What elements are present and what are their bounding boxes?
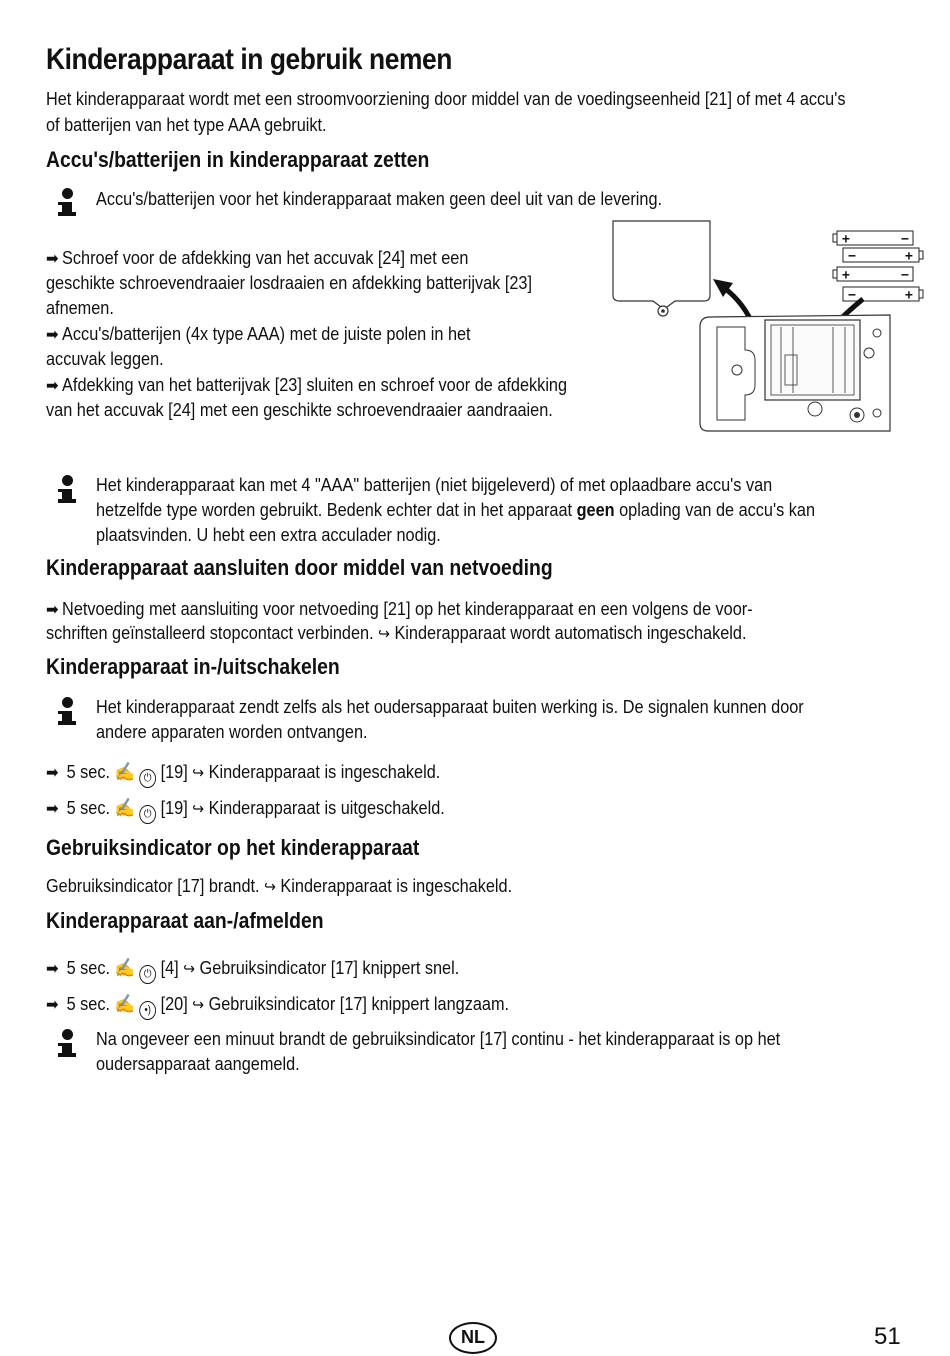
step-line: accuvak leggen. — [46, 348, 164, 369]
step-line: ➡ Schroef voor de afdekking van het accuvak [24] met een — [46, 245, 468, 271]
info-text-batteries: Accu's/batterijen voor het kinderapparaat maken geen deel uit van de levering. — [96, 188, 663, 209]
step-line: ➡ 5 sec. ✍ •) [20] ↪ Gebruiksindicator [17] knippert langzaam. — [46, 991, 509, 1020]
svg-text:−: − — [848, 288, 856, 303]
page-number: 51 — [874, 1323, 901, 1350]
arrow-right-icon: ➡ — [46, 376, 59, 395]
battery-compartment-illustration — [605, 215, 925, 435]
arrow-right-icon: ➡ — [46, 995, 59, 1014]
finger-press-icon: ✍ — [114, 993, 135, 1014]
arrow-right-icon: ➡ — [46, 763, 59, 782]
info-text-register-1: Na ongeveer een minuut brandt de gebruiksindicator [17] continu - het kinderapparaat is op het — [96, 1028, 781, 1049]
section-heading-onoff: Kinderapparaat in-/uitschakelen — [46, 654, 340, 679]
info-text-batteries-2b: hetzelfde type worden gebruikt. Bedenk echter dat in het apparaat geen oplading van de accu's kan — [96, 499, 816, 520]
arrow-right-icon: ➡ — [46, 249, 59, 268]
section-heading-register: Kinderapparaat aan-/afmelden — [46, 908, 324, 933]
svg-text:+: + — [842, 232, 850, 247]
intro-line-2: of batterijen van het type AAA gebruikt. — [46, 114, 327, 135]
info-text-batteries-2c: plaatsvinden. U hebt een extra acculader nodig. — [96, 524, 441, 545]
info-icon — [56, 475, 78, 505]
arrow-right-icon: ➡ — [46, 600, 59, 619]
indicator-text: Gebruiksindicator [17] brandt. ↪ Kinderapparaat is ingeschakeld. — [46, 873, 512, 900]
result-hook-arrow-icon: ↪ — [192, 997, 205, 1014]
result-hook-arrow-icon: ↪ — [264, 879, 276, 896]
info-text-onoff-2: andere apparaten worden ontvangen. — [96, 721, 368, 742]
step-line: ➡ 5 sec. ✍ ⏻ [19] ↪ Kinderapparaat is uitgeschakeld. — [46, 795, 445, 824]
info-icon — [56, 697, 78, 727]
info-icon — [56, 188, 78, 218]
step-line: afnemen. — [46, 297, 114, 318]
step-line: ➡ 5 sec. ✍ ⏻ [19] ↪ Kinderapparaat is ingeschakeld. — [46, 759, 440, 788]
svg-text:−: − — [901, 268, 909, 283]
arrow-right-icon: ➡ — [46, 959, 59, 978]
result-hook-arrow-icon: ↪ — [192, 765, 205, 782]
svg-text:−: − — [901, 232, 909, 247]
step-line: geschikte schroevendraaier losdraaien en afdekking batterijvak [23] — [46, 272, 532, 293]
step-line: ➡ Netvoeding met aansluiting voor netvoeding [21] op het kinderapparaat en een volgens de voor- — [46, 596, 753, 622]
finger-press-icon: ✍ — [114, 797, 135, 818]
arrow-right-icon: ➡ — [46, 325, 59, 344]
result-hook-arrow-icon: ↪ — [192, 801, 205, 818]
page-title: Kinderapparaat in gebruik nemen — [46, 43, 452, 76]
section-heading-mains: Kinderapparaat aansluiten door middel van netvoeding — [46, 555, 553, 580]
finger-press-icon: ✍ — [114, 761, 135, 782]
power-icon: ⏻ — [139, 965, 156, 984]
result-hook-arrow-icon: ↪ — [378, 626, 390, 643]
language-badge: NL — [449, 1322, 497, 1354]
svg-text:−: − — [848, 249, 856, 264]
info-text-register-2: oudersapparaat aangemeld. — [96, 1053, 300, 1074]
result-hook-arrow-icon: ↪ — [183, 961, 196, 978]
info-icon — [56, 1029, 78, 1059]
sound-icon: •) — [139, 1001, 156, 1020]
power-icon: ⏻ — [139, 769, 156, 788]
intro-line-1: Het kinderapparaat wordt met een stroomvoorziening door middel van de voedingseenheid [21] of met 4 accu's — [46, 88, 846, 109]
power-icon: ⏻ — [139, 805, 156, 824]
svg-text:+: + — [842, 268, 850, 283]
step-line: van het accuvak [24] met een geschikte schroevendraaier aandraaien. — [46, 399, 553, 420]
info-text-batteries-2: Het kinderapparaat kan met 4 "AAA" batterijen (niet bijgeleverd) of met oplaadbare accu's van — [96, 474, 773, 495]
section-heading-indicator: Gebruiksindicator op het kinderapparaat — [46, 835, 420, 860]
finger-press-icon: ✍ — [114, 957, 135, 978]
step-line: ➡ Accu's/batterijen (4x type AAA) met de juiste polen in het — [46, 321, 471, 347]
step-line: schriften geïnstalleerd stopcontact verbinden. ↪ Kinderapparaat wordt automatisch ingeschakeld. — [46, 620, 746, 647]
section-heading-batteries: Accu's/batterijen in kinderapparaat zetten — [46, 147, 430, 172]
info-text-onoff-1: Het kinderapparaat zendt zelfs als het oudersapparaat buiten werking is. De signalen kunnen door — [96, 696, 804, 717]
svg-text:+: + — [905, 249, 913, 264]
arrow-right-icon: ➡ — [46, 799, 59, 818]
svg-text:+: + — [905, 288, 913, 303]
step-line: ➡ 5 sec. ✍ ⏻ [4] ↪ Gebruiksindicator [17] knippert snel. — [46, 955, 459, 984]
step-line: ➡ Afdekking van het batterijvak [23] sluiten en schroef voor de afdekking — [46, 372, 567, 398]
